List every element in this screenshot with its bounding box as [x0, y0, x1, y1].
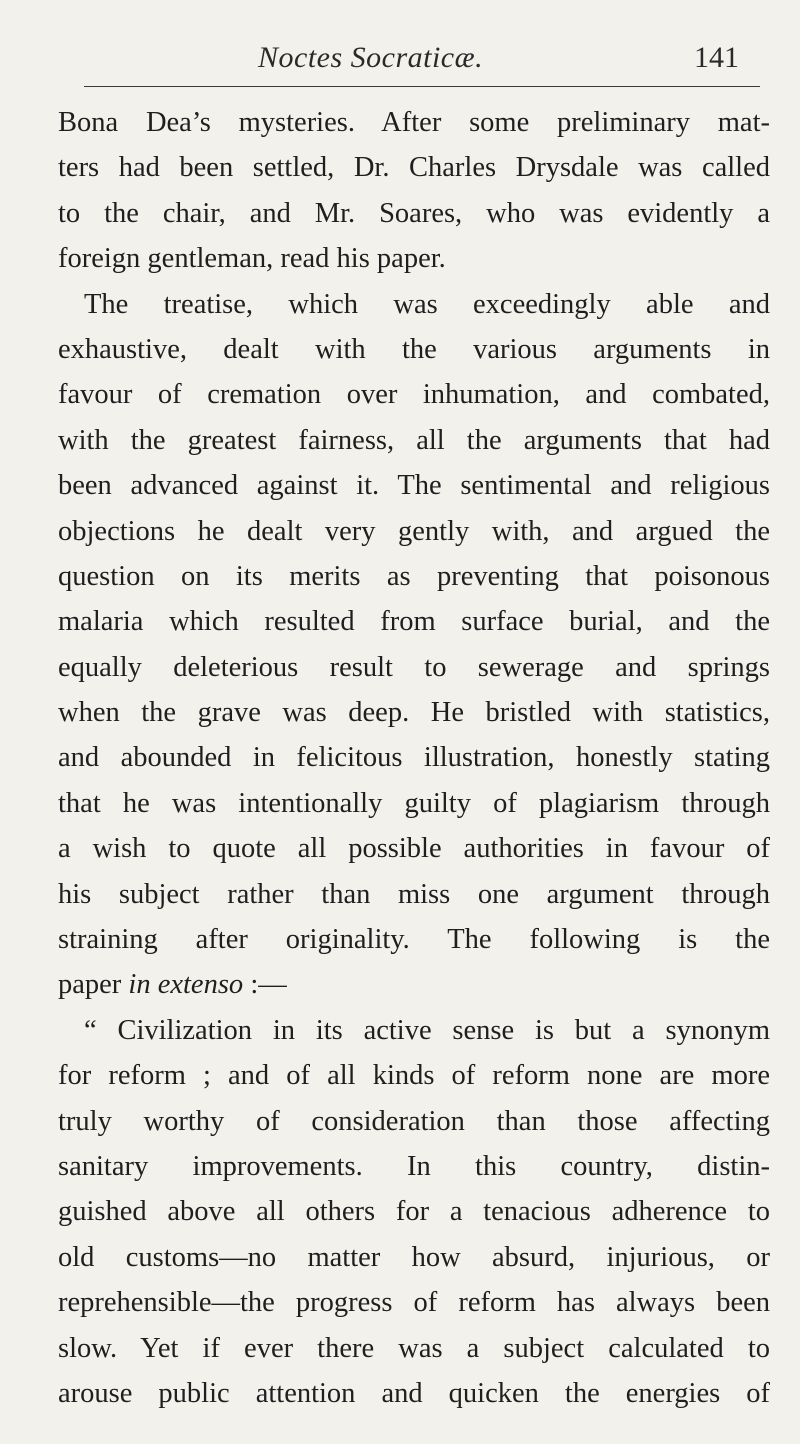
text-line: to the chair, and Mr. Soares, who was evidently a: [58, 197, 770, 229]
text-line: with the greatest fairness, all the arguments that had: [58, 424, 770, 456]
quote-line: reprehensible—the progress of reform has always been: [58, 1287, 770, 1319]
text-line: his subject rather than miss one argument through: [58, 878, 770, 910]
header-rule: [84, 86, 760, 87]
quote-line: arouse public attention and quicken the energies of: [58, 1377, 770, 1409]
text-line: favour of cremation over inhumation, and combated,: [58, 379, 770, 411]
text-line: straining after originality. The following is the: [58, 924, 770, 956]
text-line: and abounded in felicitous illustration, honestly stating: [58, 742, 770, 774]
quote-line: sanitary improvements. In this country, distin-: [58, 1150, 770, 1182]
text-line: a wish to quote all possible authorities in favour of: [58, 833, 770, 865]
quote-line: “ Civilization in its active sense is but a synonym: [84, 1014, 770, 1046]
text-line: The treatise, which was exceedingly able and: [84, 288, 770, 320]
quote-line: guished above all others for a tenacious adherence to: [58, 1196, 770, 1228]
paper-line-italic: in extenso: [128, 969, 244, 1001]
text-line: equally deleterious result to sewerage and springs: [58, 651, 770, 683]
text-line: been advanced against it. The sentimental and religious: [58, 470, 770, 502]
running-title: Noctes Socraticæ.: [258, 41, 484, 74]
quote-line: slow. Yet if ever there was a subject calculated to: [58, 1332, 770, 1364]
text-line: ters had been settled, Dr. Charles Drysdale was called: [58, 152, 770, 184]
text-line: malaria which resulted from surface burial, and the: [58, 606, 770, 638]
running-head: [0, 40, 800, 80]
body-text: [58, 100, 770, 1416]
quote-line: truly worthy of consideration than those affecting: [58, 1105, 770, 1137]
text-line: that he was intentionally guilty of plagiarism through: [58, 787, 770, 819]
paper-line: [58, 962, 770, 1007]
text-line: foreign gentleman, read his paper.: [58, 243, 446, 275]
quote-line: old customs—no matter how absurd, injurious, or: [58, 1241, 770, 1273]
page-number: 141: [694, 41, 739, 74]
text-line: objections he dealt very gently with, and argued the: [58, 515, 770, 547]
text-line: Bona Dea’s mysteries. After some preliminary mat-: [58, 107, 770, 138]
text-line: question on its merits as preventing that poisonous: [58, 560, 770, 592]
paper-line-prefix: paper: [58, 969, 129, 1001]
text-line: exhaustive, dealt with the various arguments in: [58, 333, 770, 365]
text-line: when the grave was deep. He bristled with statistics,: [58, 697, 770, 729]
paper-line-suffix: :—: [243, 969, 287, 1001]
quote-line: for reform ; and of all kinds of reform none are more: [58, 1060, 770, 1092]
